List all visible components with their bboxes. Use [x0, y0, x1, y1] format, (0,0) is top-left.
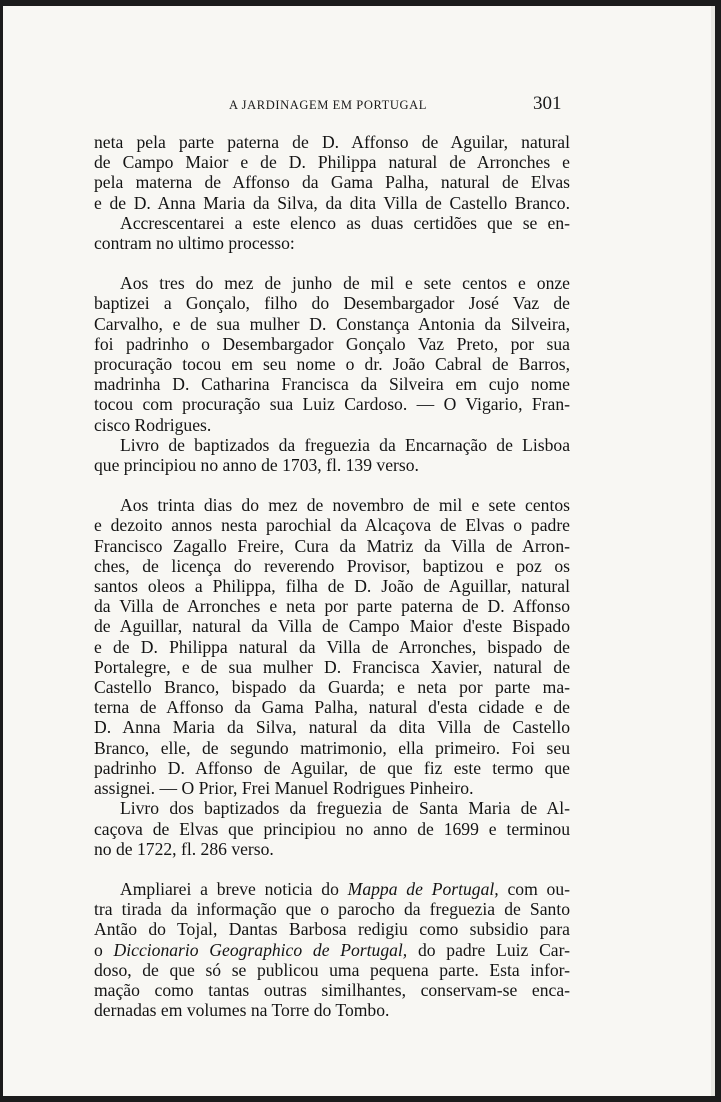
- text-line: Aos tres do mez de junho de mil e sete centos e onze: [120, 273, 570, 294]
- text-line: Carvalho, e de sua mulher D. Constança Antonia da Silveira,: [94, 313, 570, 334]
- text-line: que principiou no anno de 1703, fl. 139 verso.: [94, 455, 419, 476]
- page-body: [94, 132, 570, 1020]
- text-line: Antão do Tojal, Dantas Barbosa redigiu como subsidio para: [94, 919, 570, 940]
- book-title-mappa: Mappa de Portugal,: [347, 878, 499, 899]
- text-line: da Villa de Arronches e neta por parte paterna de D. Affonso: [94, 596, 570, 617]
- text-line: Francisco Zagallo Freire, Cura da Matriz da Villa de Arron-: [94, 535, 570, 556]
- text-line: assignei. — O Prior, Frei Manuel Rodrigues Pinheiro.: [94, 778, 474, 799]
- text-line: de Aguillar, natural da Villa de Campo Maior d'este Bispado: [94, 616, 570, 637]
- text-line: Castello Branco, bispado da Guarda; e neta por parte ma-: [94, 677, 570, 698]
- paragraph-closing: [94, 879, 570, 1020]
- text-run: Ampliarei a breve noticia do: [120, 878, 348, 899]
- text-line: padrinho D. Affonso de Aguilar, de que fiz este termo que: [94, 757, 570, 778]
- text-line: e dezoito annos nesta parochial da Alcaçova de Elvas o padre: [94, 515, 570, 536]
- paragraph-certificate-2: [94, 495, 570, 798]
- text-line: foi padrinho o Desembargador Gonçalo Vaz Preto, por sua: [94, 333, 570, 354]
- book-title-diccionario: Diccionario Geographico de Portugal,: [113, 939, 408, 960]
- book-page: [3, 6, 715, 1096]
- paragraph-gap: [94, 859, 570, 879]
- text-line: ches, de licença do reverendo Provisor, baptizou e poz os: [94, 555, 570, 576]
- text-line: e de D. Philippa natural da Villa de Arronches, bispado de: [94, 636, 570, 657]
- text-line: doso, de que só se publicou uma pequena parte. Esta infor-: [94, 959, 570, 980]
- text-line: Aos trinta dias do mez de novembro de mil e sete centos: [120, 495, 570, 516]
- text-line: Branco, elle, de segundo matrimonio, ella primeiro. Foi seu: [94, 737, 570, 758]
- text-run: com ou-: [498, 878, 571, 899]
- text-line: no de 1722, fl. 286 verso.: [94, 838, 274, 859]
- text-line: neta pela parte paterna de D. Affonso de Aguilar, natural: [94, 132, 570, 152]
- text-line: tra tirada da informação que o parocho da freguezia de Santo: [94, 899, 570, 920]
- running-title: A JARDINAGEM EM PORTUGAL: [229, 98, 428, 112]
- text-line: Livro de baptizados da freguezia da Encarnação de Lisboa: [120, 434, 570, 455]
- text-line: madrinha D. Catharina Francisca da Silveira em cujo nome: [94, 374, 570, 395]
- text-line: Livro dos baptizados da freguezia de Santa Maria de Al-: [120, 798, 570, 819]
- text-line: Portalegre, e de sua mulher D. Francisca Xavier, natural de: [94, 656, 570, 677]
- page-number: 301: [533, 93, 562, 114]
- paragraph-continuation: [94, 132, 570, 213]
- text-run: do padre Luiz Car-: [407, 939, 570, 960]
- page-edge: [711, 6, 715, 1096]
- paragraph-gap: [94, 253, 570, 273]
- paragraph-source-1: [94, 435, 570, 475]
- text-line: [94, 940, 570, 960]
- text-line: santos oleos a Philippa, filha de D. João de Aguillar, natural: [94, 576, 570, 597]
- text-line: cisco Rodrigues.: [94, 414, 212, 435]
- text-line: dernadas em volumes na Torre do Tombo.: [94, 1000, 390, 1021]
- text-line: de Campo Maior e de D. Philippa natural de Arronches e: [94, 152, 570, 173]
- text-line: contram no ultimo processo:: [94, 233, 295, 254]
- text-run: o: [94, 939, 114, 960]
- text-line: Accrescentarei a este elenco as duas certidões que se en-: [120, 212, 570, 233]
- text-line: pela materna de Affonso da Gama Palha, natural de Elvas: [94, 172, 570, 193]
- text-line: baptizei a Gonçalo, filho do Desembargador José Vaz de: [94, 293, 570, 314]
- text-line: mação como tantas outras similhantes, conservam-se enca-: [94, 979, 570, 1000]
- text-line: terna de Affonso da Gama Palha, natural d'esta cidade e de: [94, 697, 570, 718]
- page-header: [3, 93, 715, 118]
- paragraph-certificate-1: [94, 273, 570, 435]
- text-line: D. Anna Maria da Silva, natural da dita Villa de Castello: [94, 717, 570, 738]
- paragraph-intro: [94, 213, 570, 253]
- text-line: procuração tocou em seu nome o dr. João Cabral de Barros,: [94, 354, 570, 375]
- paragraph-source-2: [94, 798, 570, 859]
- text-line: tocou com procuração sua Luiz Cardoso. — O Vigario, Fran-: [94, 394, 570, 415]
- paragraph-gap: [94, 475, 570, 495]
- text-line: e de D. Anna Maria da Silva, da dita Villa de Castello Branco.: [94, 192, 570, 213]
- text-line: caçova de Elvas que principiou no anno de 1699 e terminou: [94, 818, 570, 839]
- text-line: [94, 879, 570, 899]
